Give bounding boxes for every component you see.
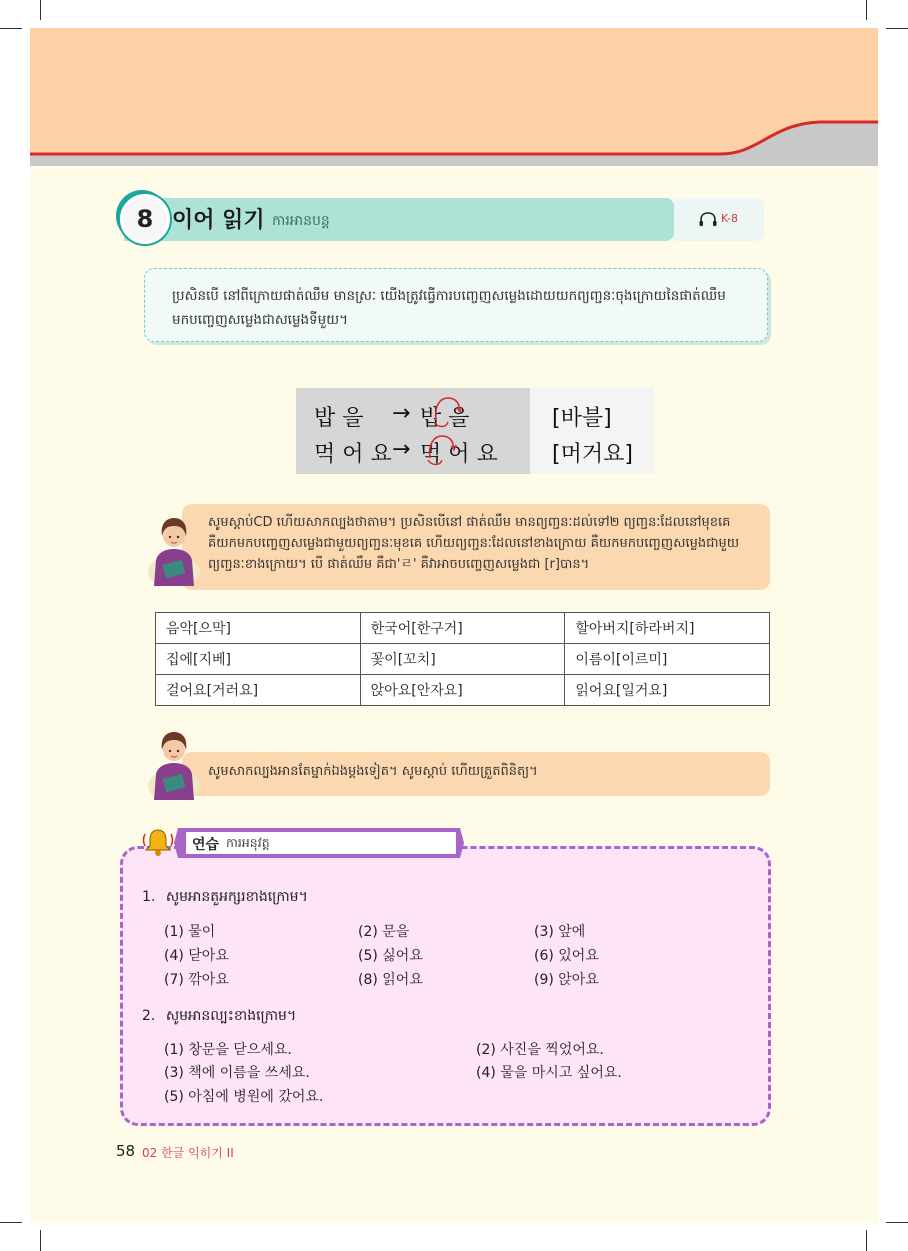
crop-mark xyxy=(0,28,22,29)
example-1-left: 밥 을 xyxy=(314,406,364,431)
practice-item: (7) 깎아요 xyxy=(164,972,229,988)
practice-title-km: ការអនុវត្ត xyxy=(226,835,270,850)
liaison-arc-1 xyxy=(426,396,466,430)
example-2-arrow: → xyxy=(392,437,411,462)
table-cell: 꽃이[꼬치] xyxy=(360,644,565,675)
practice-item: (3) 앞에 xyxy=(534,924,586,940)
example-2-joined: 먹 어 요 xyxy=(420,442,498,467)
question-1 xyxy=(142,887,308,908)
practice-item: (5) 아침에 병원에 갔어요. xyxy=(164,1089,324,1105)
practice-item: (1) 창문을 닫으세요. xyxy=(164,1042,292,1058)
example-2-left: 먹 어 요 xyxy=(314,442,392,467)
practice-item: (9) 앉아요 xyxy=(534,972,599,988)
example-1-result: [바블] xyxy=(552,406,612,431)
question-number: 2. xyxy=(142,1008,156,1024)
table-cell: 이름이[이르미] xyxy=(565,644,770,675)
practice-item: (4) 물을 마시고 싶어요. xyxy=(476,1065,622,1081)
example-1-joined: 밥 을 xyxy=(420,406,470,431)
teacher-illustration xyxy=(146,512,202,586)
practice-item: (2) 문을 xyxy=(358,924,410,940)
crop-mark xyxy=(866,1230,867,1251)
listening-tip-text: សូមស្តាប់CD ហើយសាកល្បងថាតាម។ ប្រសិនបើនៅ ផាត់ឈឹម មានព្យញ្ជនៈដល់ទៅ២ ព្យញ្ជនៈដែលនៅមុខគេ គឺយកមកបញ្ចេញសម្លេងជាមួយព្យញ្ជនៈមុខគេ ហើយព្យញ្ជនៈដែលនៅខាងក្រោយ គឺយកមកបញ្ចេញសម្លេងជាមួយព្យញ្ជនៈខាងក្រោយ។ បើ ផាត់ឈឹម គឺជា'ㄹ' គឺវាអាចបញ្ចេញសម្លេងជា [r]បាន។ xyxy=(208,515,740,572)
question-text: សូមអានតួអក្សរខាងក្រោម។ xyxy=(165,889,308,905)
section-title-km: ការអានបន្ត xyxy=(272,213,330,229)
section-title: 이어 읽기 xyxy=(172,208,265,233)
table-cell: 앉아요[안자요] xyxy=(360,675,565,706)
table-cell: 집에[지베] xyxy=(156,644,361,675)
example-2-result: [머거요] xyxy=(552,442,633,467)
crop-mark xyxy=(0,1222,22,1223)
table-cell: 할아버지[하라버지] xyxy=(565,613,770,644)
teacher-illustration xyxy=(146,726,202,800)
question-number: 1. xyxy=(142,889,156,905)
word-table xyxy=(155,612,770,706)
page-number: 58 xyxy=(116,1142,136,1160)
crop-mark xyxy=(886,28,908,29)
audio-track-label: K-8 xyxy=(721,212,739,225)
crop-mark xyxy=(866,0,867,20)
practice-item: (8) 읽어요 xyxy=(358,972,423,988)
header-swoosh xyxy=(30,28,878,166)
practice-item: (6) 있어요 xyxy=(534,948,599,964)
table-cell: 한국어[한구거] xyxy=(360,613,565,644)
question-text: សូមអានល្បះខាងក្រោម។ xyxy=(165,1008,297,1024)
liaison-arc-2 xyxy=(420,434,460,468)
table-cell: 음악[으막] xyxy=(156,613,361,644)
crop-mark xyxy=(40,0,41,20)
rule-text: ប្រសិនបើ នៅពីក្រោយផាត់ឈឹម មានស្រៈ យើងត្រូវធ្វើការបញ្ចេញសម្លេងដោយយកព្យញ្ជនៈចុងក្រោយនៃផាត់ឈឹម មកបញ្ចេញសម្លេងជាសម្លេងទីមួយ។ xyxy=(172,288,726,328)
practice-item: (4) 닫아요 xyxy=(164,948,229,964)
chapter-label: 02 한글 익히기 II xyxy=(142,1146,234,1160)
header-band xyxy=(30,28,878,166)
audio-track-box[interactable] xyxy=(674,198,764,241)
question-2 xyxy=(142,1006,296,1027)
table-row xyxy=(156,675,770,706)
headphones-icon[interactable] xyxy=(698,211,718,227)
example-1-arrow: → xyxy=(392,401,411,426)
table-row xyxy=(156,613,770,644)
practice-item: (1) 물이 xyxy=(164,924,216,940)
self-practice-tip-text: សូមសាកល្បងអានតែម្នាក់ឯងម្តងទៀត។ សូមស្តាប់ ហើយត្រួតពិនិត្យ។ xyxy=(208,764,538,779)
crop-mark xyxy=(40,1230,41,1251)
table-row xyxy=(156,644,770,675)
section-number: 8 xyxy=(120,194,170,244)
bell-icon xyxy=(142,826,174,858)
practice-item: (5) 싫어요 xyxy=(358,948,423,964)
table-cell: 걸어요[거러요] xyxy=(156,675,361,706)
crop-mark xyxy=(886,1222,908,1223)
practice-item: (2) 사진을 찍었어요. xyxy=(476,1042,604,1058)
practice-item: (3) 책에 이름을 쓰세요. xyxy=(164,1065,310,1081)
practice-title: 연습 xyxy=(192,837,220,853)
table-cell: 읽어요[일거요] xyxy=(565,675,770,706)
